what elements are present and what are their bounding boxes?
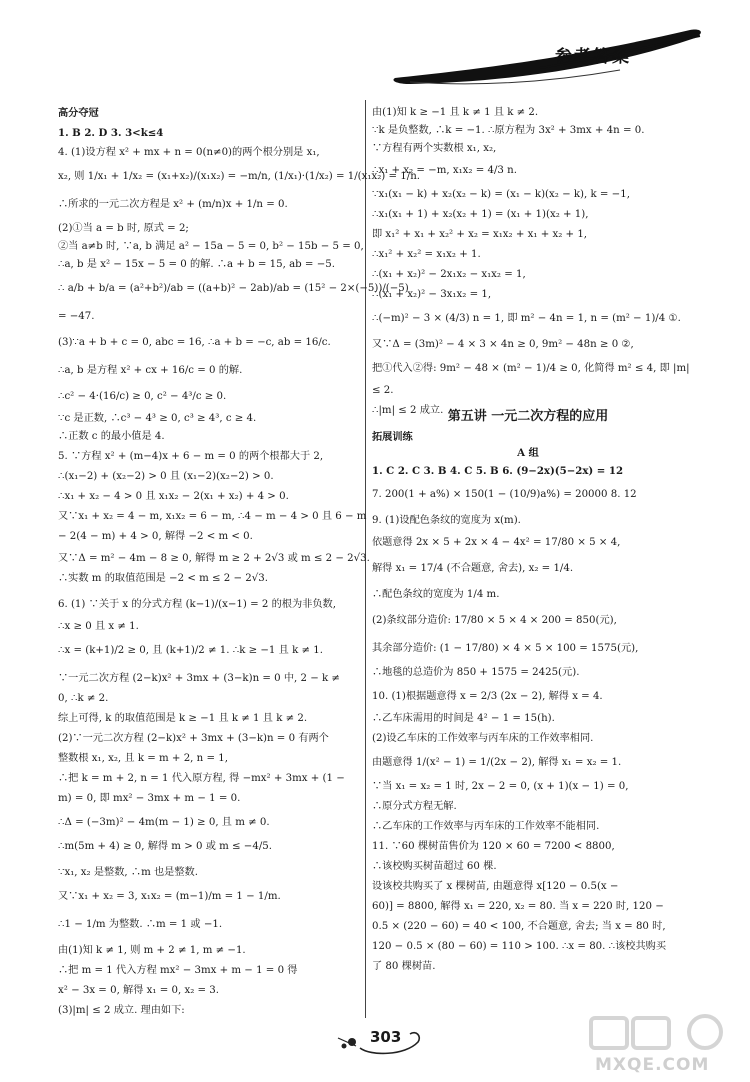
watermark-text: MXQE.COM: [595, 1055, 710, 1075]
answer-line: ∴地毯的总造价为 850 + 1575 = 2425(元).: [372, 667, 580, 678]
header-title: 参考答案: [555, 47, 631, 67]
answer-line: 5. ∵方程 x² + (m−4)x + 6 − m = 0 的两个根都大于 2,: [58, 451, 324, 462]
answer-line: ∴x ≥ 0 且 x ≠ 1.: [58, 621, 139, 632]
answer-line: x₂, 则 1/x₁ + 1/x₂ = (x₁+x₂)/(x₁x₂) = −m/n, (1/x₁)·(1/x₂) = 1/(x₁x₂) = 1/n.: [58, 171, 420, 182]
answer-line: (2)①当 a = b 时, 原式 = 2;: [58, 223, 189, 234]
answer-line: ∴配色条纹的宽度为 1/4 m.: [372, 589, 500, 600]
answer-line: 120 − 0.5 × (80 − 60) = 110 > 100. ∴x = 80. ∴该校共购买: [372, 941, 667, 952]
answer-line: 4. (1)设方程 x² + mx + n = 0(n≠0)的两个根分别是 x₁,: [58, 147, 320, 158]
answer-line: (2)条纹部分造价: 17/80 × 5 × 4 × 200 = 850(元),: [372, 615, 617, 626]
answer-line: 60)] = 8800, 解得 x₁ = 220, x₂ = 80. 当 x = 220 时, 120 −: [372, 901, 664, 912]
answer-line: ②当 a≠b 时, ∵a, b 满足 a² − 15a − 5 = 0, b² − 15b − 5 = 0,: [58, 241, 364, 252]
answer-line: ∴a, b 是方程 x² + cx + 16/c = 0 的解.: [58, 365, 243, 376]
watermark: [585, 1010, 750, 1082]
answer-line: ∴x = (k+1)/2 ≥ 0, 且 (k+1)/2 ≠ 1. ∴k ≥ −1 且 k ≠ 1.: [58, 645, 323, 656]
answer-line: 由(1)知 k ≥ −1 且 k ≠ 1 且 k ≠ 2.: [372, 107, 539, 118]
answer-line: ∴(x₁ + x₂)² − 2x₁x₂ − x₁x₂ = 1,: [372, 269, 526, 280]
answer-line: ∴把 m = 1 代入方程 mx² − 3mx + m − 1 = 0 得: [58, 965, 298, 976]
answer-line: 整数根 x₁, x₂, 且 k = m + 2, n = 1,: [58, 753, 228, 764]
answer-line: 又∵Δ = m² − 4m − 8 ≥ 0, 解得 m ≥ 2 + 2√3 或 m ≤ 2 − 2√3.: [58, 553, 370, 564]
answer-line: − 2(4 − m) + 4 > 0, 解得 −2 < m < 0.: [58, 531, 253, 542]
answer-line: = −47.: [58, 311, 95, 322]
answer-line: ∴(−m)² − 3 × (4/3) n = 1, 即 m² − 4n = 1, n = (m² − 1)/4 ①.: [372, 313, 681, 324]
answer-line: 9. (1)设配色条纹的宽度为 x(m).: [372, 515, 521, 526]
answer-line: ∴该校购买树苗超过 60 棵.: [372, 861, 497, 872]
answer-line: ∴x₁ + x₂ − 4 > 0 且 x₁x₂ − 2(x₁ + x₂) + 4 > 0.: [58, 491, 289, 502]
answer-line: ∴所求的一元二次方程是 x² + (m/n)x + 1/n = 0.: [58, 199, 288, 210]
answer-line: ∴正数 c 的最小值是 4.: [58, 431, 165, 442]
answer-line: 由题意得 1/(x² − 1) = 1/(2x − 2), 解得 x₁ = x₂ = 1.: [372, 757, 622, 768]
answer-line: (3)|m| ≤ 2 成立. 理由如下:: [58, 1005, 185, 1016]
answer-line: 0, ∴k ≠ 2.: [58, 693, 109, 704]
page-header: [0, 0, 750, 95]
answer-line: 由(1)知 k ≠ 1, 则 m + 2 ≠ 1, m ≠ −1.: [58, 945, 246, 956]
answer-line: 解得 x₁ = 17/4 (不合题意, 舍去), x₂ = 1/4.: [372, 563, 574, 574]
answer-line: ∴原分式方程无解.: [372, 801, 457, 812]
answer-line: ∴乙车床的工作效率与丙车床的工作效率不能相同.: [372, 821, 600, 832]
answer-line: 了 80 棵树苗.: [372, 961, 436, 972]
answer-line: ∴1 − 1/m 为整数. ∴m = 1 或 −1.: [58, 919, 223, 930]
answer-line: 7. 200(1 + a%) × 150(1 − (10/9)a%) = 20000 8. 12: [372, 489, 637, 500]
answer-line: ∵一元二次方程 (2−k)x² + 3mx + (3−k)n = 0 中, 2 − k ≠: [58, 673, 340, 684]
answer-line: ∴ a/b + b/a = (a²+b²)/ab = ((a+b)² − 2ab)/ab = (15² − 2×(−5))/(−5): [58, 283, 409, 294]
answer-line: 1. C 2. C 3. B 4. C 5. B 6. (9−2x)(5−2x) = 12: [372, 465, 624, 477]
answer-line: ∵c 是正数, ∴c³ − 4³ ≥ 0, c³ ≥ 4³, c ≥ 4.: [58, 413, 257, 424]
answer-line: ∴实数 m 的取值范围是 −2 < m ≤ 2 − 2√3.: [58, 573, 268, 584]
answer-line: 10. (1)根据题意得 x = 2/3 (2x − 2), 解得 x = 4.: [372, 691, 603, 702]
watermark-logo-icon: [585, 1010, 750, 1055]
answer-line: ∴a, b 是 x² − 15x − 5 = 0 的解. ∴a + b = 15, ab = −5.: [58, 259, 335, 270]
answer-line: ≤ 2.: [372, 385, 394, 396]
answer-line: (2)∵一元二次方程 (2−k)x² + 3mx + (3−k)n = 0 有两个: [58, 733, 329, 744]
answer-line: ∵方程有两个实数根 x₁, x₂,: [372, 143, 497, 154]
answer-line: 设该校共购买了 x 棵树苗, 由题意得 x[120 − 0.5(x −: [372, 881, 619, 892]
answer-line: ∴Δ = (−3m)² − 4m(m − 1) ≥ 0, 且 m ≠ 0.: [58, 817, 270, 828]
answer-line: ∵x₁(x₁ − k) + x₂(x₂ − k) = (x₁ − k)(x₂ − k), k = −1,: [372, 189, 630, 200]
answer-line: ∴x₁(x₁ + 1) + x₂(x₂ + 1) = (x₁ + 1)(x₂ + 1),: [372, 209, 589, 220]
answer-line: ∴(x₁−2) + (x₂−2) > 0 且 (x₁−2)(x₂−2) > 0.: [58, 471, 274, 482]
answer-line: ∵当 x₁ = x₂ = 1 时, 2x − 2 = 0, (x + 1)(x − 1) = 0,: [372, 781, 629, 792]
answer-line: ∴x₁ + x₂ = −m, x₁x₂ = 4/3 n.: [372, 165, 517, 176]
answer-line: (3)∵a + b + c = 0, abc = 16, ∴a + b = −c, ab = 16/c.: [58, 337, 331, 348]
answer-line: (2)设乙车床的工作效率与丙车床的工作效率相同.: [372, 733, 594, 744]
answer-line: ∴(x₁ + x₂)² − 3x₁x₂ = 1,: [372, 289, 492, 300]
answer-line: ∵k 是负整数, ∴k = −1. ∴原方程为 3x² + 3mx + 4n = 0.: [372, 125, 645, 136]
answer-line: 把①代入②得: 9m² − 48 × (m² − 1)/4 ≥ 0, 化简得 m² ≤ 4, 即 |m|: [372, 363, 690, 374]
brush-stroke-decoration: [0, 0, 750, 95]
answer-line: ∵x₁, x₂ 是整数, ∴m 也是整数.: [58, 867, 198, 878]
answer-line: 即 x₁² + x₁ + x₂² + x₂ = x₁x₂ + x₁ + x₂ + 1,: [372, 229, 588, 240]
answer-line: ∴c² − 4·(16/c) ≥ 0, c² − 4³/c ≥ 0.: [58, 391, 227, 402]
answer-line: ∴乙车床需用的时间是 4² − 1 = 15(h).: [372, 713, 555, 724]
answer-line: 又∵x₁ + x₂ = 4 − m, x₁x₂ = 6 − m, ∴4 − m − 4 > 0 且 6 − m: [58, 511, 367, 522]
answer-line: m) = 0, 即 mx² − 3mx + m − 1 = 0.: [58, 793, 241, 804]
subsection-heading: 拓展训练: [372, 431, 413, 443]
answer-line: ∴|m| ≤ 2 成立.: [372, 405, 444, 416]
answer-line: x² − 3x = 0, 解得 x₁ = 0, x₂ = 3.: [58, 985, 220, 996]
page-number: 303: [370, 1028, 402, 1046]
answer-line: 又∵Δ = (3m)² − 4 × 3 × 4n ≥ 0, 9m² − 48n ≥ 0 ②,: [372, 339, 634, 350]
answer-line: 依题意得 2x × 5 + 2x × 4 − 4x² = 17/80 × 5 × 4,: [372, 537, 621, 548]
page-footer: [330, 1020, 430, 1060]
answer-line: 其余部分造价: (1 − 17/80) × 4 × 5 × 100 = 1575(元),: [372, 643, 639, 654]
answer-line: 0.5 × (220 − 60) = 40 < 100, 不合题意, 舍去; 当 x = 80 时,: [372, 921, 666, 932]
answer-line: 6. (1) ∵关于 x 的分式方程 (k−1)/(x−1) = 2 的根为非负数,: [58, 599, 336, 610]
answer-line: 1. B 2. D 3. 3<k≤4: [58, 127, 164, 139]
answer-line: ∴x₁² + x₂² = x₁x₂ + 1.: [372, 249, 481, 260]
answer-line: 又∵x₁ + x₂ = 3, x₁x₂ = (m−1)/m = 1 − 1/m.: [58, 891, 281, 902]
answer-line: ∴把 k = m + 2, n = 1 代入原方程, 得 −mx² + 3mx + (1 −: [58, 773, 345, 784]
answer-line: ∴m(5m + 4) ≥ 0, 解得 m > 0 或 m ≤ −4/5.: [58, 841, 272, 852]
answer-line: 11. ∵60 棵树苗售价为 120 × 60 = 7200 < 8800,: [372, 841, 615, 852]
lecture-title: 第五讲 一元二次方程的应用: [447, 409, 609, 424]
section-heading: 高分夺冠: [58, 107, 99, 119]
group-heading: A 组: [517, 447, 539, 459]
answer-line: 综上可得, k 的取值范围是 k ≥ −1 且 k ≠ 1 且 k ≠ 2.: [58, 713, 308, 724]
